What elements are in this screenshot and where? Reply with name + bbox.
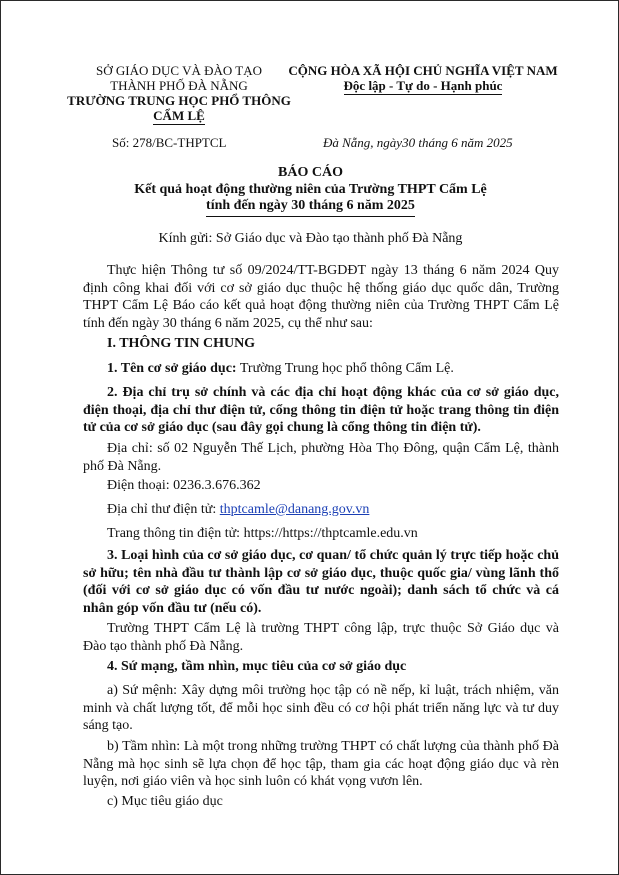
item-1-label: 1. Tên cơ sở giáo dục: (107, 361, 237, 376)
phone: Điện thoại: 0236.3.676.362 (107, 478, 261, 493)
vision: b) Tầm nhìn: Là một trong những trường THPT có chất lượng của thành phố Đà Nẵng mà học sinh sẽ lựa chọn để học tập, tham gia các hoạt động giáo dục và rèn luyện, nơi giáo viên và học sinh luôn có khát vọng vươn lên. (83, 739, 559, 789)
report-subtitle-2: tính đến ngày 30 tháng 6 năm 2025 (41, 198, 580, 217)
school-name-cont: CẨM LỆ (153, 108, 205, 123)
document-number: Số: 278/BC-THPTCL (112, 135, 227, 150)
item-1 (107, 361, 454, 377)
email-line (107, 502, 369, 518)
city-name: THÀNH PHỐ ĐÀ NẴNG (110, 78, 248, 93)
intro-paragraph: Thực hiện Thông tư số 09/2024/TT-BGDĐT ngày 13 tháng 6 năm 2024 Quy định công khai đối với cơ sở giáo dục thuộc hệ thống giáo dục quốc dân, Trường THPT Cẩm Lệ Báo cáo kết quả hoạt động thường niên của Trường THPT Cẩm Lệ tính đến ngày 30 tháng 6 năm 2025, cụ thể như sau: (83, 263, 559, 331)
item-1-value: Trường Trung học phổ thông Cẩm Lệ. (236, 361, 454, 376)
header-right (283, 63, 563, 95)
report-subtitle-1: Kết quả hoạt động thường niên của Trường THPT Cẩm Lệ (134, 182, 487, 197)
email-link[interactable]: thptcamle@danang.gov.vn (219, 502, 370, 517)
address: Địa chỉ: số 02 Nguyễn Thế Lịch, phường Hòa Thọ Đông, quận Cẩm Lệ, thành phố Đà Nẵng. (83, 441, 559, 474)
item-2-heading: 2. Địa chỉ trụ sở chính và các địa chỉ hoạt động khác của cơ sở giáo dục, điện thoại, địa chỉ thư điện tử, cổng thông tin điện tử hoặc trang thông tin điện tử của cơ sở giáo dục (sau đây gọi chung là cổng thông tin điện tử). (83, 385, 559, 435)
item-3-body: Trường THPT Cẩm Lệ là trường THPT công lập, trực thuộc Sở Giáo dục và Đào tạo thành phố Đà Nẵng. (83, 621, 559, 654)
national-motto: Độc lập - Tự do - Hạnh phúc (343, 78, 503, 93)
item-4-heading: 4. Sứ mạng, tầm nhìn, mục tiêu của cơ sở giáo dục (107, 659, 407, 674)
school-name: TRƯỜNG TRUNG HỌC PHỔ THÔNG (67, 93, 291, 108)
item-3-heading: 3. Loại hình của cơ sở giáo dục, cơ quan/ tổ chức quản lý trực tiếp hoặc chủ sở hữu; tên nhà đầu tư thành lập cơ sở giáo dục, thuộc quốc gia/ vùng lãnh thổ (đối với cơ sở giáo dục có vốn đầu tư nước ngoài); danh sách tổ chức và cá nhân góp vốn đầu tư (nếu có). (83, 548, 559, 616)
recipient: Kính gửi: Sở Giáo dục và Đào tạo thành phố Đà Nẵng (158, 231, 463, 246)
section-heading: I. THÔNG TIN CHUNG (107, 336, 256, 351)
website: Trang thông tin điện tử: https://https://thptcamle.edu.vn (107, 526, 418, 541)
national-title: CỘNG HÒA XÃ HỘI CHỦ NGHĨA VIỆT NAM (288, 63, 558, 78)
ministry-name: SỞ GIÁO DỤC VÀ ĐÀO TẠO (96, 63, 262, 78)
place-date: Đà Nẵng, ngày30 tháng 6 năm 2025 (323, 135, 513, 150)
goal: c) Mục tiêu giáo dục (107, 794, 223, 809)
email-label: Địa chỉ thư điện tử: (107, 502, 220, 517)
report-title: BÁO CÁO (278, 165, 343, 180)
mission: a) Sứ mệnh: Xây dựng môi trường học tập có nề nếp, kỉ luật, trách nhiệm, văn minh và chất lượng tốt, để mỗi học sinh đều có cơ hội phát triển năng lực và tư duy sáng tạo. (83, 683, 559, 733)
header-left (59, 63, 299, 125)
